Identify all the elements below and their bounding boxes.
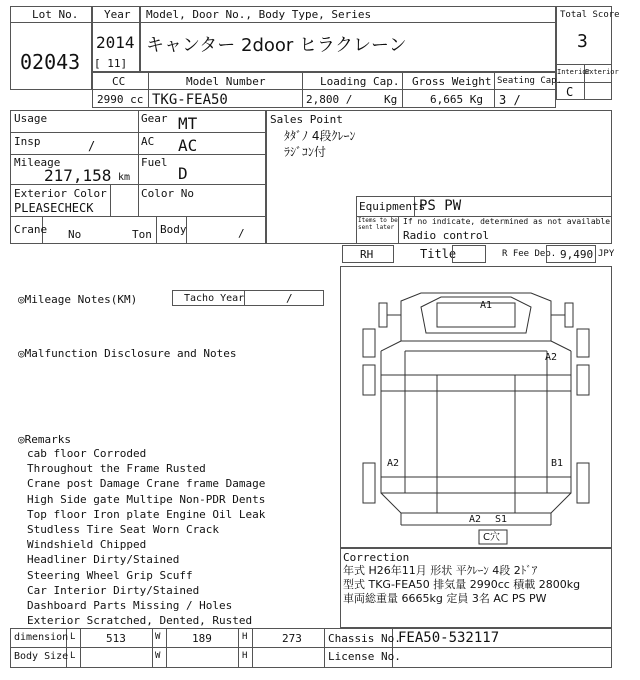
dim-w-label: W bbox=[155, 632, 161, 642]
loading-label: Loading Cap. bbox=[320, 75, 400, 88]
damage-mark-a1: A1 bbox=[480, 300, 493, 311]
equipment-note: If no indicate, determined as not available bbox=[403, 217, 611, 226]
score-value: 3 bbox=[577, 31, 588, 52]
mileage-label: Mileage bbox=[14, 156, 61, 169]
crane-label: Crane bbox=[14, 223, 48, 236]
lot-number: 02043 bbox=[20, 50, 81, 74]
tacho-value: / bbox=[286, 292, 293, 305]
remark-item: Top floor Iron plate Engine Oil Leak bbox=[27, 507, 266, 521]
pin-hole-label: C穴 bbox=[483, 532, 500, 543]
sales-point-line2: ﾗｼﾞｺﾝ付 bbox=[284, 145, 327, 159]
remark-item: Exterior Scratched, Dented, Rusted bbox=[27, 614, 253, 628]
remark-item: Studless Tire Seat Worn Crack bbox=[27, 522, 220, 536]
rfee-label: R Fee Dep. bbox=[502, 249, 557, 259]
remark-item: Dashboard Parts Missing / Holes bbox=[27, 598, 233, 612]
seating-value: 3 / bbox=[499, 93, 521, 107]
insp-value: / bbox=[88, 139, 96, 153]
year-value: 2014 bbox=[96, 33, 135, 52]
correction-line3: 車両総重量 6665kg 定員 3名 AC PS PW bbox=[343, 592, 547, 605]
fuel-label: Fuel bbox=[141, 156, 168, 169]
remarks-list bbox=[27, 447, 337, 629]
gear-value: MT bbox=[178, 114, 198, 133]
remark-item: Steering Wheel Grip Scuff bbox=[27, 568, 193, 582]
title-label: Title bbox=[420, 247, 457, 261]
correction-line1: 年式 H26年11月 形状 平ｸﾚｰﾝ 4段 2ﾄﾞｱ bbox=[343, 564, 538, 577]
damage-mark-b1: B1 bbox=[551, 458, 564, 469]
mileage-value: 217,158 bbox=[44, 166, 112, 185]
dim-w-value: 189 bbox=[192, 632, 212, 645]
equipment-later-note: Items to be sent later bbox=[358, 217, 398, 231]
dimension-label: dimension bbox=[14, 632, 69, 643]
lot-label: Lot No. bbox=[32, 8, 79, 21]
model-value: TKG-FEA50 bbox=[152, 92, 228, 108]
remarks-heading: ◎Remarks bbox=[18, 433, 71, 446]
chassis-value: FEA50-532117 bbox=[398, 630, 500, 646]
loading-value: 2,800 / bbox=[306, 93, 353, 106]
exterior-label: Exterior bbox=[585, 68, 619, 76]
sales-point-label: Sales Point bbox=[270, 113, 343, 126]
loading-unit: Kg bbox=[384, 93, 398, 106]
body-label: Body bbox=[160, 223, 187, 236]
series-value: キャンター 2door ヒラクレーン bbox=[146, 35, 407, 56]
gross-label: Gross Weight bbox=[412, 75, 492, 88]
series-label: Model, Door No., Body Type, Series bbox=[146, 8, 372, 21]
body-size-label: Body Size bbox=[14, 651, 69, 662]
ac-value: AC bbox=[178, 136, 198, 155]
correction-label: Correction bbox=[343, 551, 410, 564]
body-value: / bbox=[238, 227, 245, 240]
crane-value: No bbox=[68, 228, 82, 241]
damage-mark-a2-left: A2 bbox=[387, 458, 400, 469]
bs-h-label: H bbox=[242, 651, 248, 661]
interior-label: Interior bbox=[557, 68, 591, 76]
damage-mark-a2-cab: A2 bbox=[545, 352, 558, 363]
color-no-label: Color No bbox=[141, 187, 194, 200]
remark-item: Crane post Damage Crane frame Damage bbox=[27, 477, 266, 491]
steering-value: RH bbox=[360, 248, 374, 261]
remark-item: cab floor Corroded bbox=[27, 447, 147, 460]
dim-h-value: 273 bbox=[282, 632, 302, 645]
year-label: Year bbox=[104, 8, 131, 21]
truck-outline bbox=[341, 267, 611, 547]
ext-color-value: PLEASECHECK bbox=[14, 201, 94, 215]
seating-label: Seating Cap. bbox=[497, 76, 563, 86]
malfunction-heading: ◎Malfunction Disclosure and Notes bbox=[18, 347, 237, 360]
remark-item: Headliner Dirty/Stained bbox=[27, 553, 180, 567]
cc-label: CC bbox=[112, 75, 126, 88]
correction-line2: 型式 TKG-FEA50 排気量 2990cc 積載 2800kg bbox=[343, 578, 581, 591]
equipment-value: PS PW bbox=[419, 198, 462, 214]
rfee-unit: JPY bbox=[598, 249, 615, 259]
sales-point-line1: ﾀﾀﾞﾉ 4段ｸﾚｰﾝ bbox=[284, 129, 356, 143]
damage-mark-s1: S1 bbox=[495, 514, 508, 525]
model-label: Model Number bbox=[186, 75, 266, 88]
year-sub: [ 11] bbox=[94, 57, 128, 70]
remark-item: Windshield Chipped bbox=[27, 538, 147, 552]
license-label: License No. bbox=[328, 650, 401, 663]
bs-l-label: L bbox=[70, 651, 76, 661]
chassis-label: Chassis No. bbox=[328, 632, 401, 645]
bottom-grid bbox=[10, 628, 612, 668]
equipment-label: Equipments bbox=[359, 200, 426, 213]
score-label: Total Score bbox=[560, 10, 620, 20]
dim-l-value: 513 bbox=[106, 632, 126, 645]
fuel-value: D bbox=[178, 164, 188, 183]
interior-grade: C bbox=[566, 85, 574, 99]
mileage-unit: km bbox=[118, 172, 131, 183]
title-box bbox=[452, 245, 486, 263]
remark-item: Car Interior Dirty/Stained bbox=[27, 583, 200, 597]
damage-diagram bbox=[340, 266, 612, 548]
insp-label: Insp bbox=[14, 135, 41, 148]
tacho-label: Tacho Year bbox=[184, 293, 245, 304]
gross-value: 6,665 Kg bbox=[430, 93, 483, 106]
dim-h-label: H bbox=[242, 632, 248, 642]
gear-label: Gear bbox=[141, 112, 168, 125]
damage-mark-a2-rear: A2 bbox=[469, 514, 482, 525]
remark-item: High Side gate Multipe Non-PDR Dents bbox=[27, 492, 266, 506]
ext-color-label: Exterior Color bbox=[14, 187, 107, 200]
cc-value: 2990 cc bbox=[97, 93, 144, 106]
crane-unit: Ton bbox=[132, 228, 152, 241]
mileage-notes-heading: ◎Mileage Notes(KM) bbox=[18, 293, 138, 306]
bs-w-label: W bbox=[155, 651, 161, 661]
rfee-value: 9,490 bbox=[560, 248, 594, 261]
ac-label: AC bbox=[141, 135, 155, 148]
dim-l-label: L bbox=[70, 632, 76, 642]
usage-label: Usage bbox=[14, 112, 48, 125]
equipment-remark: Radio control bbox=[403, 229, 490, 242]
remark-item: Throughout the Frame Rusted bbox=[27, 462, 206, 476]
